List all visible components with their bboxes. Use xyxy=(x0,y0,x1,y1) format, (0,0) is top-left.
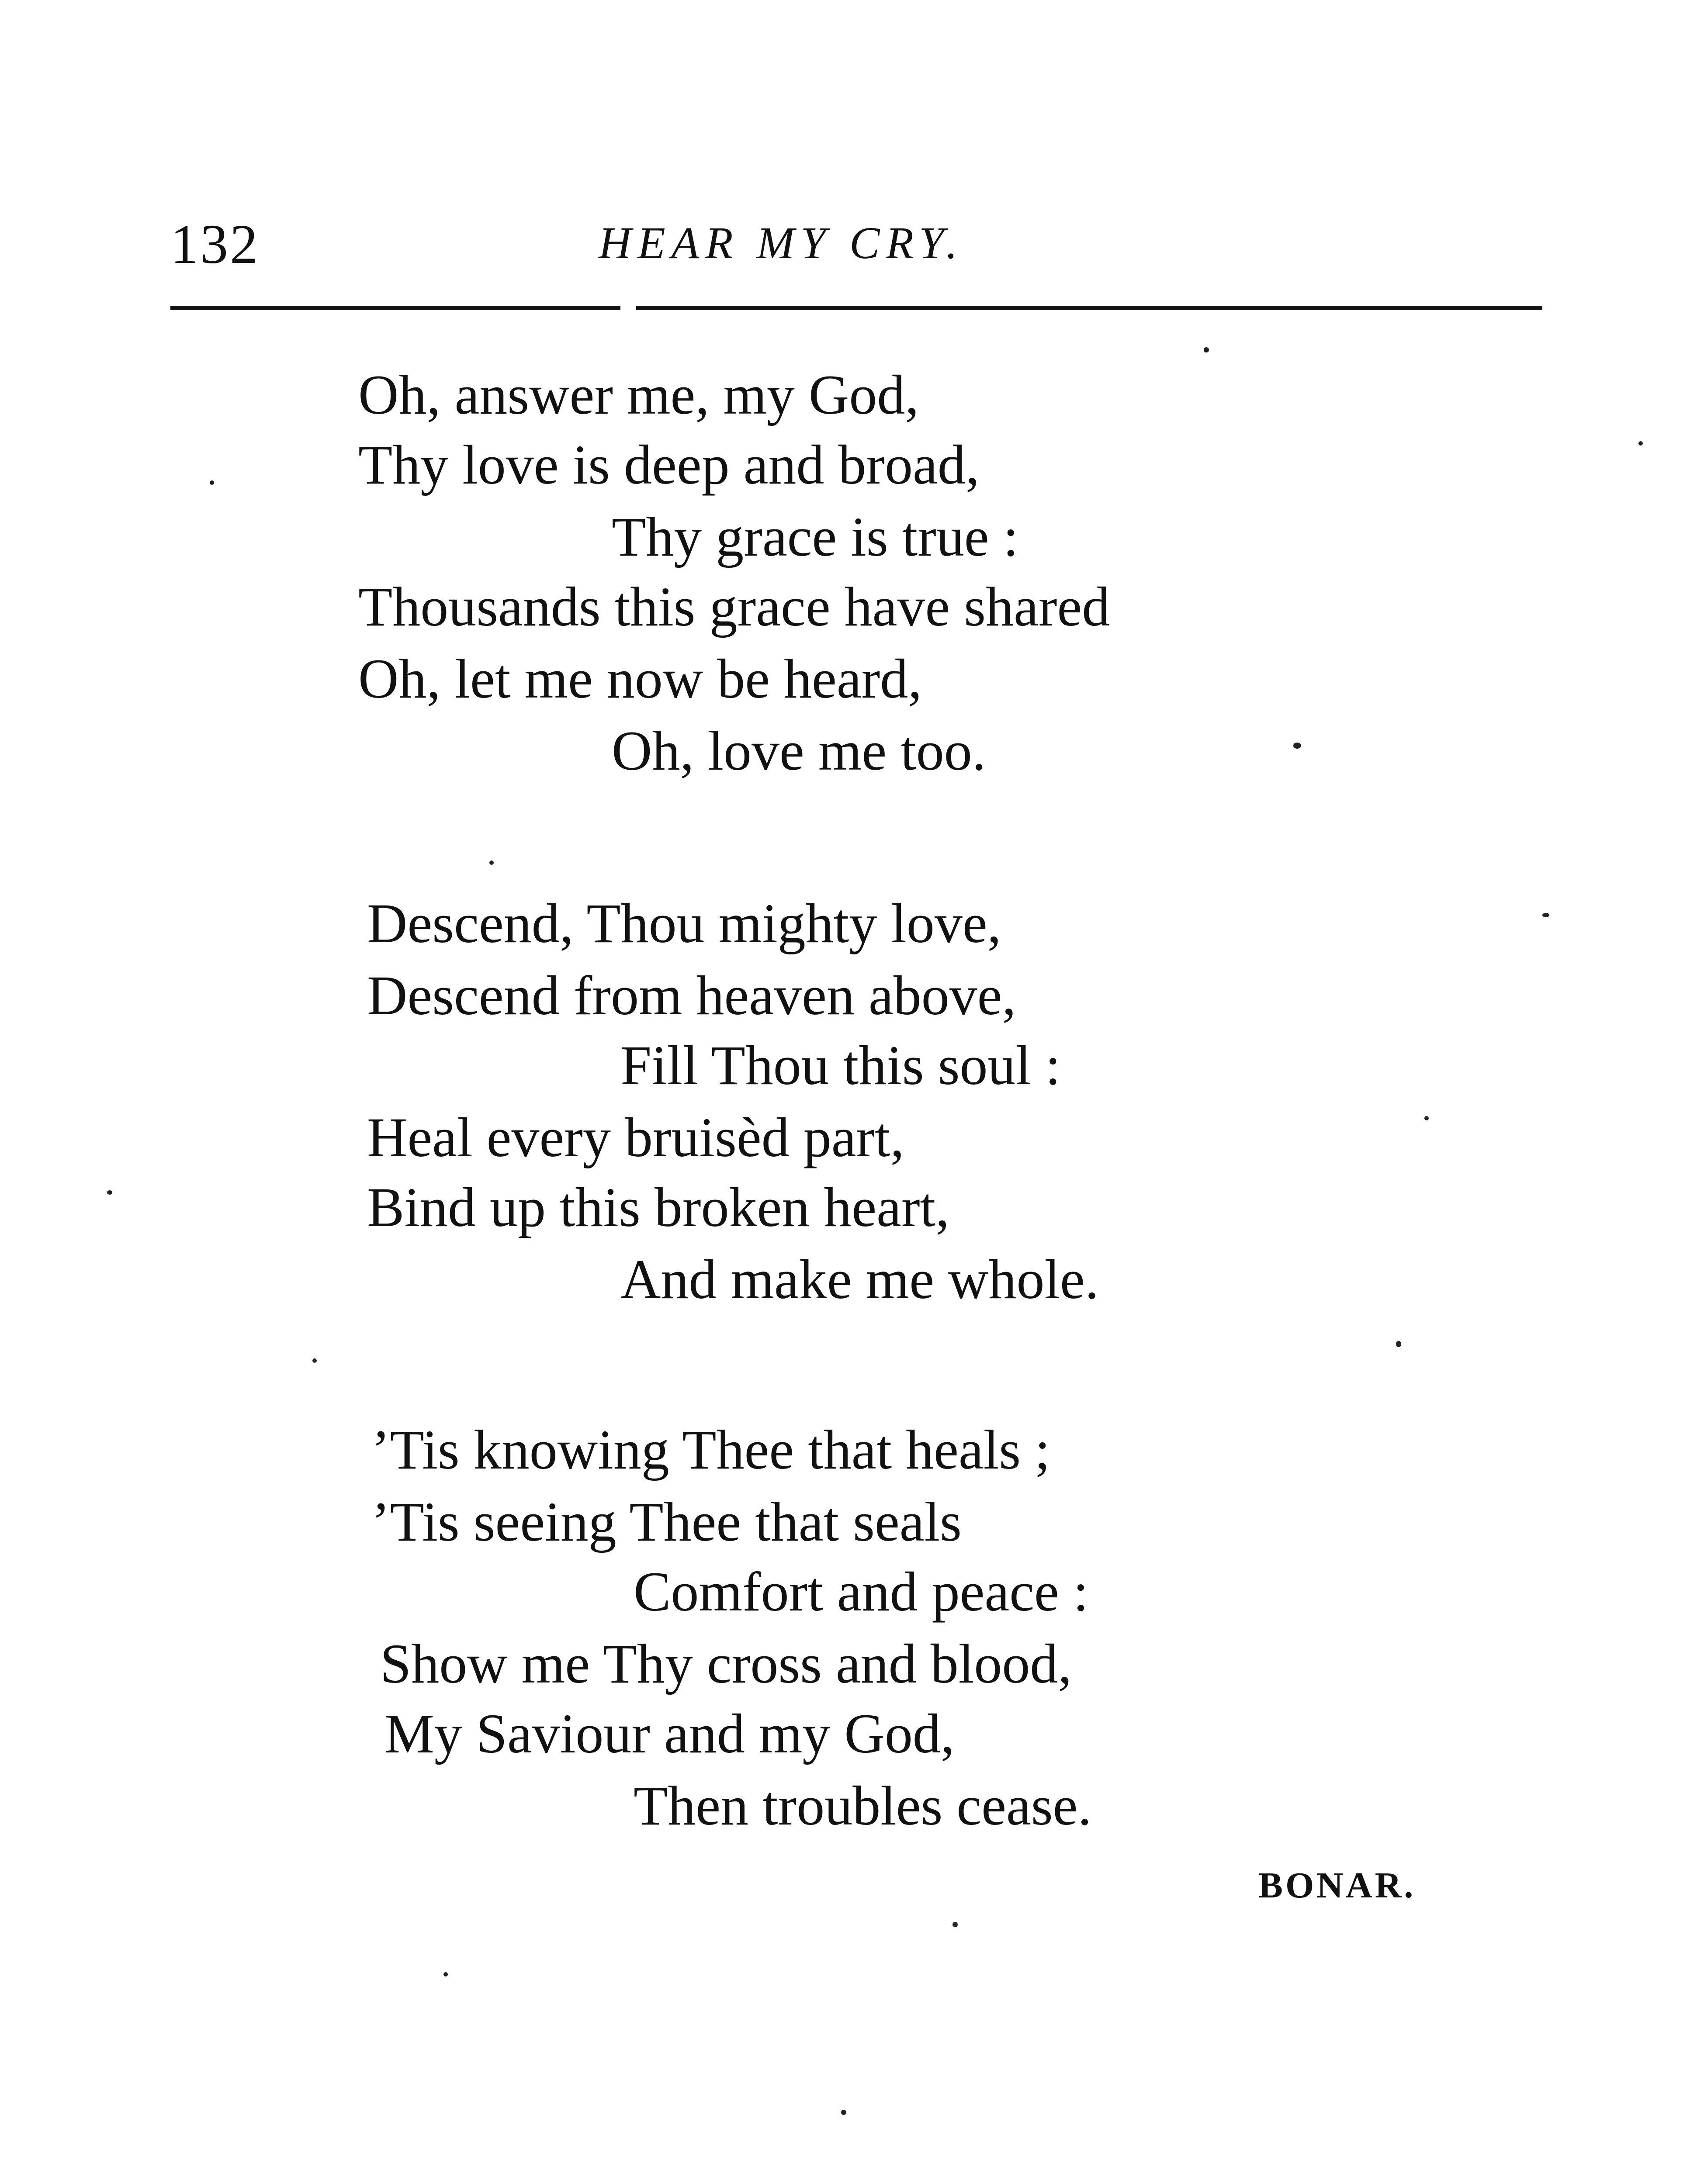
poem-line: Oh, love me too. xyxy=(612,720,986,782)
ink-speck xyxy=(1638,441,1643,446)
ink-speck xyxy=(107,1190,112,1195)
poem-line: Thy love is deep and broad, xyxy=(358,434,980,496)
ink-speck xyxy=(1204,347,1209,352)
ink-speck xyxy=(1396,1341,1401,1347)
poem-line: Thy grace is true : xyxy=(612,506,1019,568)
poem-line: Fill Thou this soul : xyxy=(620,1034,1061,1096)
poem-line: And make me whole. xyxy=(620,1248,1099,1310)
poem-line: Thousands this grace have shared xyxy=(358,576,1110,638)
poem-line: Heal every bruisèd part, xyxy=(367,1106,904,1168)
ink-speck xyxy=(1424,1116,1429,1120)
poem-line: Show me Thy cross and blood, xyxy=(380,1633,1072,1695)
poem-line: Bind up this broken heart, xyxy=(367,1176,950,1238)
ink-speck xyxy=(841,2110,846,2115)
ink-speck xyxy=(312,1358,317,1363)
poem-line: Descend from heaven above, xyxy=(367,964,1016,1026)
poem-line: Descend, Thou mighty love, xyxy=(367,892,1001,954)
ink-speck xyxy=(210,480,214,485)
running-head: HEAR MY CRY. xyxy=(599,218,964,268)
ink-speck xyxy=(952,1922,958,1927)
ink-speck xyxy=(489,860,494,865)
poem-line: Then troubles cease. xyxy=(634,1775,1092,1837)
poem-line: Oh, answer me, my God, xyxy=(358,364,919,426)
page-number: 132 xyxy=(170,213,260,275)
ink-speck xyxy=(443,1972,448,1977)
poem-line: My Saviour and my God, xyxy=(384,1703,955,1765)
poem-line: ’Tis seeing Thee that seals xyxy=(371,1491,962,1553)
header-rule xyxy=(170,306,1542,310)
poem-line: Oh, let me now be heard, xyxy=(358,648,922,710)
poem-line: Comfort and peace : xyxy=(634,1561,1089,1623)
author-attribution: BONAR. xyxy=(1258,1865,1416,1906)
ink-speck xyxy=(1542,913,1549,917)
poem-line: ’Tis knowing Thee that heals ; xyxy=(371,1419,1050,1481)
ink-speck xyxy=(1293,743,1301,749)
header-rule-gap xyxy=(620,305,636,311)
